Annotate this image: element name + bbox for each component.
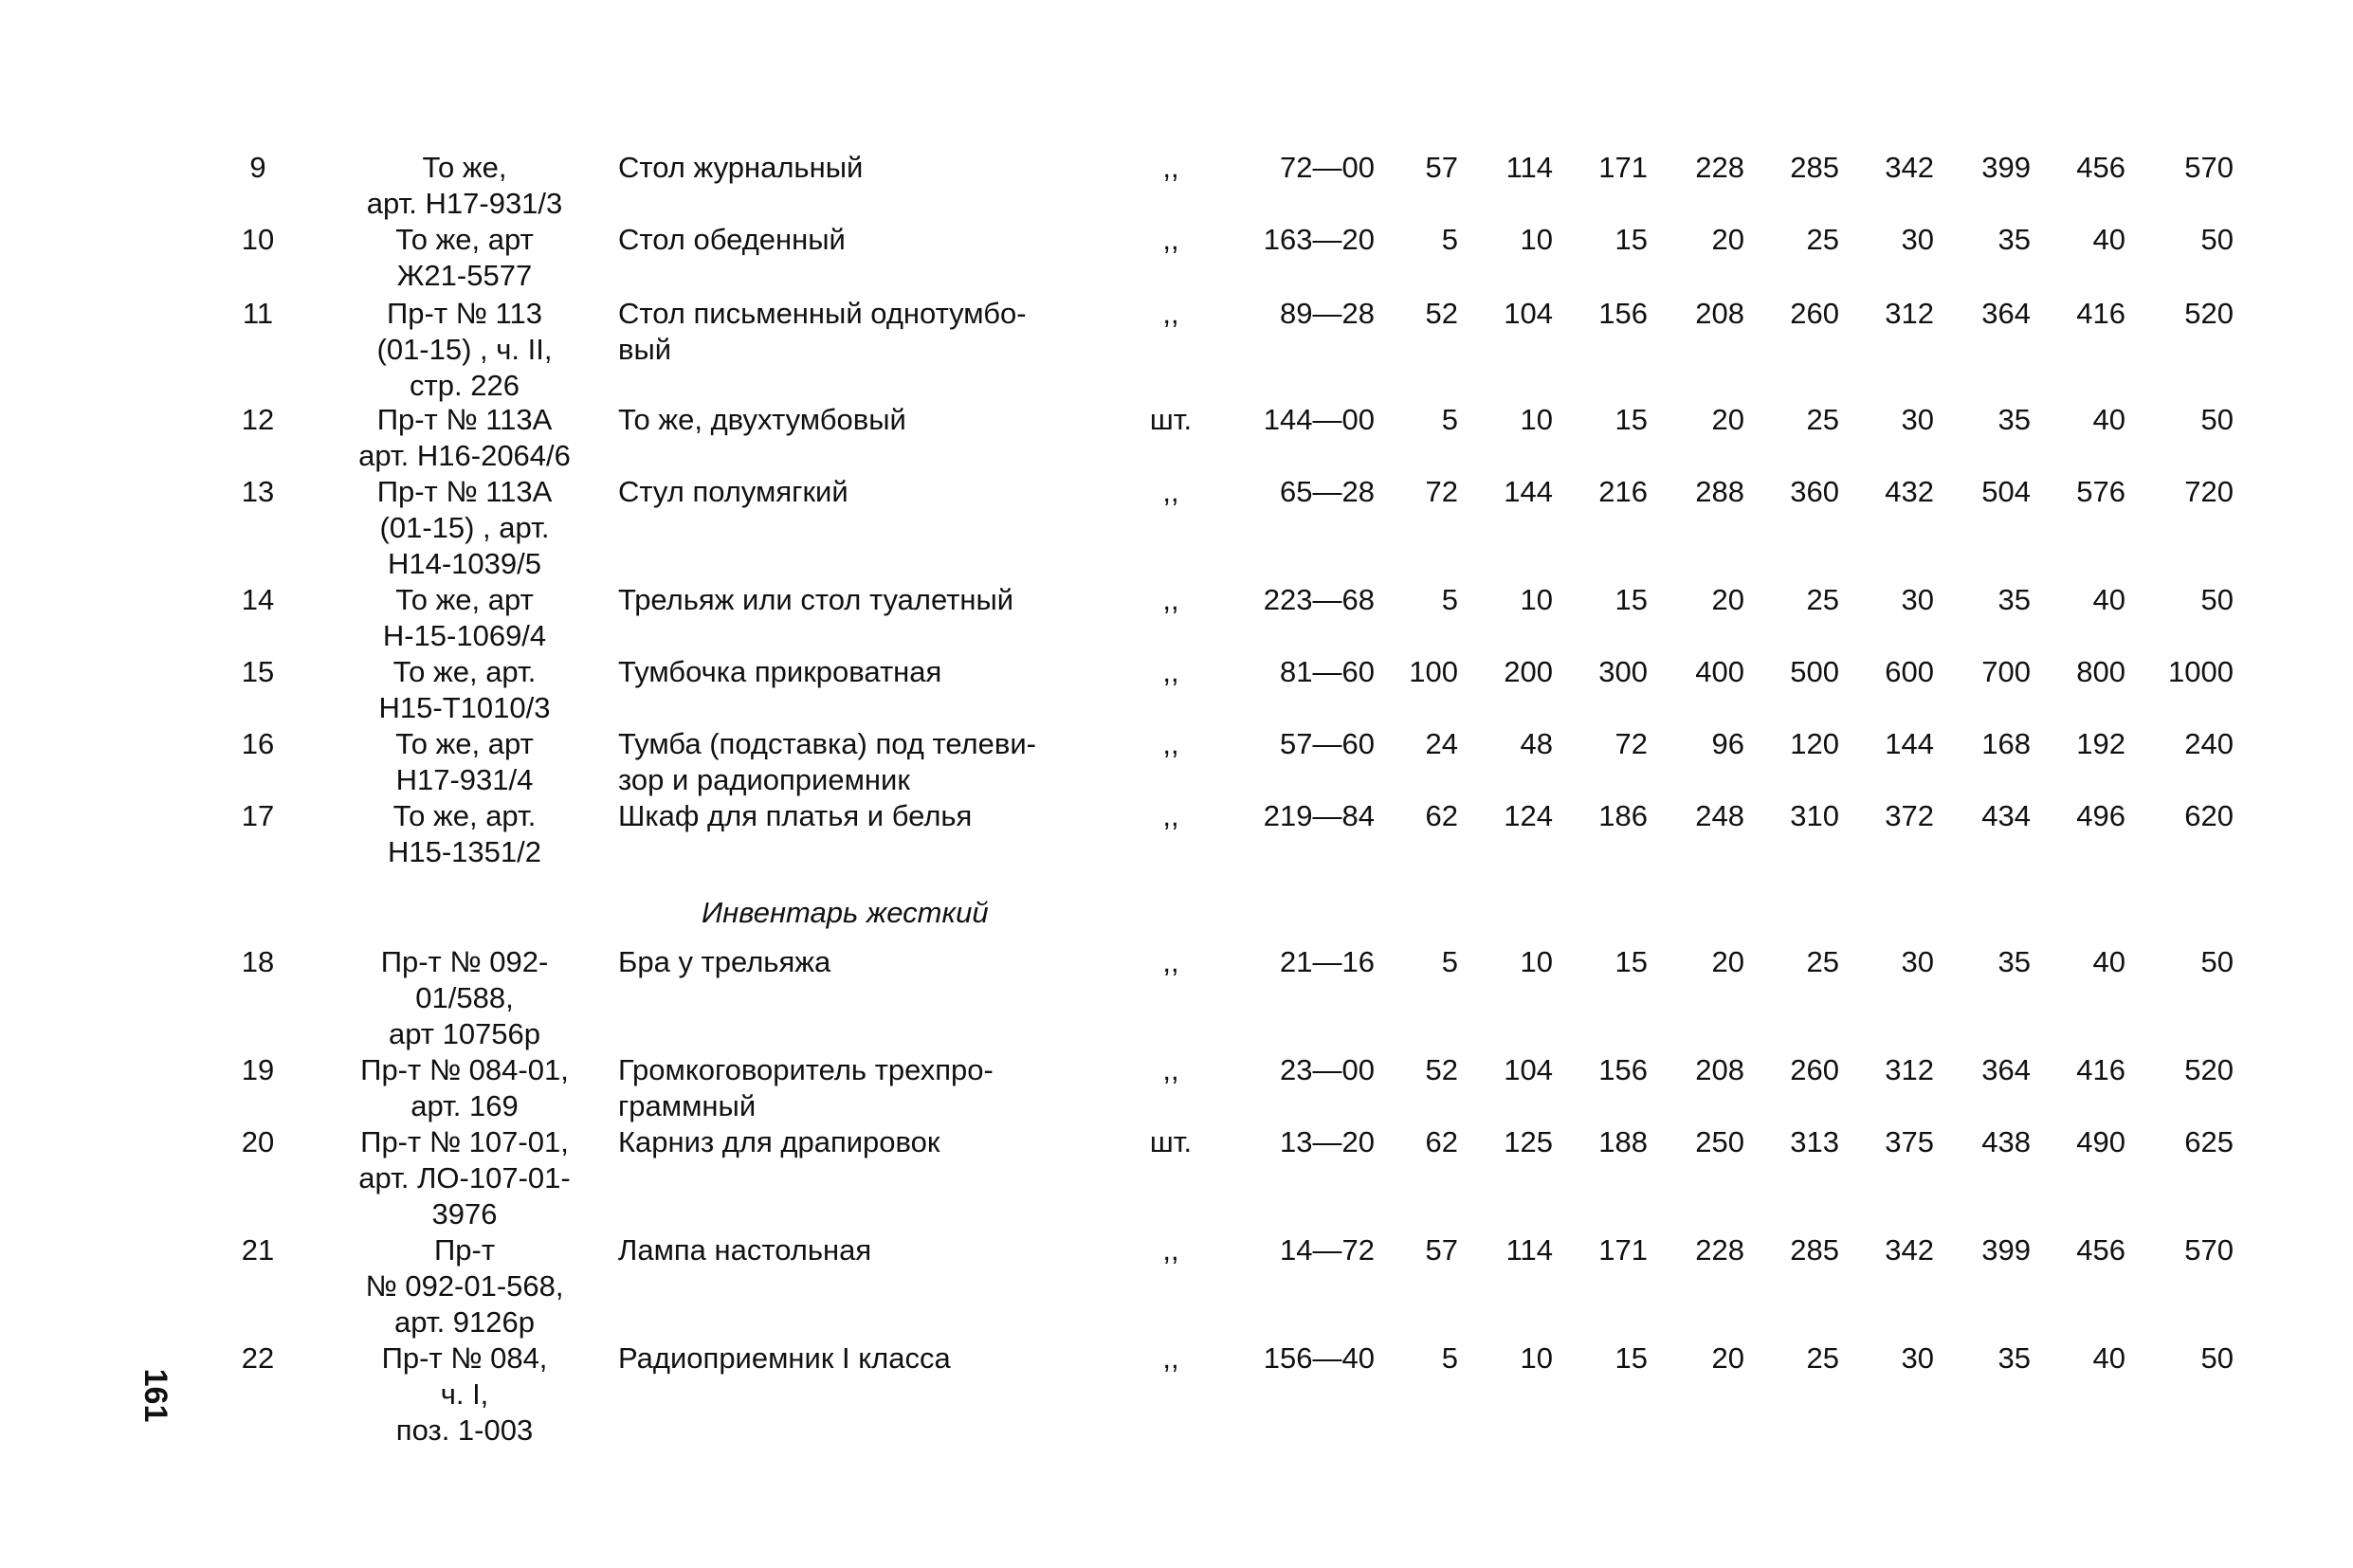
quantity-cell: 156 [1598, 297, 1648, 330]
item-name [618, 474, 1149, 510]
price-cell: 144—00 [1263, 403, 1375, 436]
reference-cell [313, 150, 616, 222]
quantity-cell: 300 [1598, 655, 1648, 688]
reference-cell-line: арт. ЛО-107-01- [358, 1161, 571, 1194]
row-number: 19 [241, 1053, 275, 1086]
quantity-cell: 570 [2184, 1233, 2234, 1267]
item-name [618, 582, 1149, 618]
quantity-cell: 800 [2076, 655, 2125, 688]
reference-cell [313, 1232, 616, 1340]
quantity-cell: 15 [1614, 583, 1648, 616]
item-name-line: Стул полумягкий [618, 475, 848, 508]
quantity-cell: 10 [1520, 945, 1553, 978]
quantity-cell: 35 [1997, 223, 2031, 256]
reference-cell-line: ч. I, [440, 1377, 489, 1411]
quantity-cell: 15 [1614, 223, 1648, 256]
quantity-cell: 192 [2076, 727, 2125, 760]
quantity-cell: 30 [1901, 1341, 1934, 1375]
item-name [618, 1340, 1149, 1377]
quantity-cell: 248 [1695, 799, 1744, 832]
item-name-line: вый [618, 333, 672, 366]
unit-cell: ,, [1162, 1341, 1179, 1375]
quantity-cell: 25 [1806, 403, 1839, 436]
item-name-line: То же, двухтумбовый [618, 403, 906, 436]
quantity-cell: 25 [1806, 945, 1839, 978]
quantity-cell: 240 [2184, 727, 2234, 760]
item-name-line: Тумба (подставка) под телеви- [618, 727, 1036, 760]
price-cell: 81—60 [1280, 655, 1375, 688]
reference-cell-line: Н17-931/4 [395, 763, 534, 796]
item-name [618, 1232, 1149, 1268]
quantity-cell: 50 [2200, 403, 2234, 436]
quantity-cell: 104 [1504, 297, 1553, 330]
reference-cell-line: 01/588, [415, 981, 514, 1014]
quantity-cell: 125 [1504, 1125, 1553, 1158]
reference-cell-line: Пр-т № 113А [376, 475, 553, 508]
quantity-cell: 50 [2200, 583, 2234, 616]
quantity-cell: 520 [2184, 297, 2234, 330]
row-number: 18 [241, 945, 275, 978]
quantity-cell: 72 [1614, 727, 1648, 760]
reference-cell-line: поз. 1-003 [395, 1413, 534, 1447]
quantity-cell: 260 [1790, 1053, 1839, 1086]
quantity-cell: 62 [1425, 799, 1458, 832]
reference-cell [313, 944, 616, 1052]
quantity-cell: 625 [2184, 1125, 2234, 1158]
item-name [618, 402, 1149, 438]
quantity-cell: 124 [1504, 799, 1553, 832]
reference-cell-line: То же, арт [395, 727, 534, 760]
quantity-cell: 48 [1520, 727, 1553, 760]
item-name-line: Трельяж или стол туалетный [618, 583, 1014, 616]
price-cell: 89—28 [1280, 297, 1375, 330]
reference-cell-line: То же, арт. [392, 655, 537, 688]
unit-cell: шт. [1149, 403, 1193, 436]
price-cell: 219—84 [1263, 799, 1375, 832]
quantity-cell: 504 [1981, 475, 2031, 508]
reference-cell-line: Пр-т № 084, [381, 1341, 548, 1375]
row-number: 11 [242, 297, 274, 330]
quantity-cell: 312 [1885, 297, 1934, 330]
quantity-cell: 400 [1695, 655, 1744, 688]
quantity-cell: 168 [1981, 727, 2031, 760]
item-name-line: Громкоговоритель трехпро- [618, 1053, 994, 1086]
price-cell: 65—28 [1280, 475, 1375, 508]
reference-cell [313, 1052, 616, 1124]
quantity-cell: 50 [2200, 945, 2234, 978]
row-number: 13 [241, 475, 275, 508]
reference-cell-line: Пр-т № 084-01, [360, 1053, 569, 1086]
unit-cell: ,, [1162, 655, 1179, 688]
price-cell: 72—00 [1280, 151, 1375, 184]
quantity-cell: 20 [1711, 1341, 1744, 1375]
page-number: 161 [137, 1368, 173, 1423]
item-name-line: Стол письменный однотумбо- [618, 297, 1027, 330]
quantity-cell: 10 [1520, 1341, 1553, 1375]
quantity-cell: 5 [1441, 945, 1458, 978]
quantity-cell: 576 [2076, 475, 2125, 508]
unit-cell: ,, [1162, 297, 1179, 330]
quantity-cell: 228 [1695, 151, 1744, 184]
unit-cell: ,, [1162, 1233, 1179, 1267]
item-name-line: Стол обеденный [618, 223, 846, 256]
reference-cell-line: Н15-1351/2 [387, 835, 541, 868]
quantity-cell: 30 [1901, 945, 1934, 978]
quantity-cell: 20 [1711, 223, 1744, 256]
quantity-cell: 720 [2184, 475, 2234, 508]
price-cell: 57—60 [1280, 727, 1375, 760]
quantity-cell: 416 [2076, 1053, 2125, 1086]
quantity-cell: 5 [1441, 583, 1458, 616]
reference-cell [313, 402, 616, 474]
item-name [618, 654, 1149, 690]
quantity-cell: 62 [1425, 1125, 1458, 1158]
item-name [618, 944, 1149, 980]
quantity-cell: 313 [1790, 1125, 1839, 1158]
reference-cell-line: Пр-т № 107-01, [360, 1125, 569, 1158]
reference-cell-line: Пр-т [433, 1233, 496, 1267]
unit-cell: ,, [1162, 151, 1179, 184]
reference-cell [313, 798, 616, 870]
row-number: 21 [241, 1233, 275, 1267]
reference-cell-line: арт. 9126р [394, 1305, 535, 1339]
price-cell: 21—16 [1280, 945, 1375, 978]
quantity-cell: 620 [2184, 799, 2234, 832]
price-cell: 13—20 [1280, 1125, 1375, 1158]
quantity-cell: 25 [1806, 583, 1839, 616]
row-number: 22 [241, 1341, 275, 1375]
item-name-line: граммный [618, 1089, 757, 1122]
quantity-cell: 156 [1598, 1053, 1648, 1086]
quantity-cell: 35 [1997, 403, 2031, 436]
quantity-cell: 20 [1711, 403, 1744, 436]
quantity-cell: 432 [1885, 475, 1934, 508]
quantity-cell: 520 [2184, 1053, 2234, 1086]
quantity-cell: 15 [1614, 1341, 1648, 1375]
quantity-cell: 500 [1790, 655, 1839, 688]
row-number: 20 [241, 1125, 275, 1158]
reference-cell [313, 1124, 616, 1232]
quantity-cell: 35 [1997, 583, 2031, 616]
quantity-cell: 144 [1885, 727, 1934, 760]
quantity-cell: 30 [1901, 403, 1934, 436]
quantity-cell: 96 [1711, 727, 1744, 760]
item-name-line: Шкаф для платья и белья [618, 799, 973, 832]
quantity-cell: 57 [1425, 151, 1458, 184]
quantity-cell: 114 [1505, 1233, 1553, 1267]
quantity-cell: 50 [2200, 1341, 2234, 1375]
quantity-cell: 310 [1790, 799, 1839, 832]
reference-cell-line: Н-15-1069/4 [382, 619, 547, 652]
quantity-cell: 434 [1981, 799, 2031, 832]
reference-cell-line: стр. 226 [410, 369, 520, 402]
reference-cell-line: Пр-т № 113А [376, 403, 553, 436]
reference-cell [313, 1340, 616, 1449]
quantity-cell: 40 [2092, 1341, 2125, 1375]
quantity-cell: 496 [2076, 799, 2125, 832]
price-cell: 23—00 [1280, 1053, 1375, 1086]
item-name-line: Лампа настольная [618, 1233, 872, 1267]
quantity-cell: 600 [1885, 655, 1934, 688]
unit-cell: ,, [1162, 223, 1179, 256]
reference-cell-line: 3976 [431, 1197, 498, 1231]
quantity-cell: 20 [1711, 945, 1744, 978]
reference-cell-line: Пр-т № 113 [387, 297, 542, 330]
quantity-cell: 228 [1695, 1233, 1744, 1267]
quantity-cell: 30 [1901, 583, 1934, 616]
reference-cell [313, 582, 616, 654]
quantity-cell: 456 [2076, 151, 2125, 184]
row-number: 14 [241, 583, 275, 616]
item-name-line: Бра у трельяжа [618, 945, 831, 978]
unit-cell: ,, [1162, 727, 1179, 760]
reference-cell-line: арт. Н17-931/3 [366, 187, 563, 220]
reference-cell-line: Н14-1039/5 [387, 547, 541, 580]
quantity-cell: 372 [1885, 799, 1934, 832]
quantity-cell: 35 [1997, 1341, 2031, 1375]
item-name [618, 222, 1149, 258]
item-name-line: зор и радиоприемник [618, 763, 910, 796]
reference-cell [313, 222, 616, 294]
reference-cell-line: То же, арт. [392, 799, 537, 832]
price-cell: 14—72 [1280, 1233, 1375, 1267]
price-cell: 163—20 [1263, 223, 1375, 256]
quantity-cell: 25 [1806, 223, 1839, 256]
item-name [618, 726, 1149, 798]
price-cell: 223—68 [1263, 583, 1375, 616]
quantity-cell: 700 [1981, 655, 2031, 688]
unit-cell: ,, [1162, 1053, 1179, 1086]
reference-cell-line: (01-15) , ч. II, [376, 333, 553, 366]
quantity-cell: 30 [1901, 223, 1934, 256]
row-number: 10 [241, 223, 275, 256]
quantity-cell: 10 [1520, 583, 1553, 616]
reference-cell [313, 474, 616, 582]
reference-cell-line: Ж21-5577 [396, 259, 533, 292]
item-name [618, 150, 1149, 186]
item-name-line: Радиоприемник I класса [618, 1341, 951, 1375]
quantity-cell: 5 [1441, 223, 1458, 256]
quantity-cell: 364 [1981, 297, 2031, 330]
quantity-cell: 285 [1790, 151, 1839, 184]
quantity-cell: 288 [1695, 475, 1744, 508]
quantity-cell: 188 [1598, 1125, 1648, 1158]
reference-cell [313, 726, 616, 798]
quantity-cell: 312 [1885, 1053, 1934, 1086]
quantity-cell: 456 [2076, 1233, 2125, 1267]
reference-cell-line: То же, [422, 151, 507, 184]
quantity-cell: 40 [2092, 583, 2125, 616]
reference-cell-line: Пр-т № 092- [380, 945, 549, 978]
quantity-cell: 25 [1806, 1341, 1839, 1375]
quantity-cell: 35 [1997, 945, 2031, 978]
quantity-cell: 104 [1504, 1053, 1553, 1086]
price-cell: 156—40 [1263, 1341, 1375, 1375]
reference-cell [313, 296, 616, 404]
quantity-cell: 399 [1981, 1233, 2031, 1267]
quantity-cell: 375 [1885, 1125, 1934, 1158]
quantity-cell: 416 [2076, 297, 2125, 330]
quantity-cell: 5 [1441, 1341, 1458, 1375]
quantity-cell: 208 [1695, 297, 1744, 330]
item-name [618, 296, 1149, 368]
row-number: 15 [241, 655, 275, 688]
quantity-cell: 24 [1425, 727, 1458, 760]
quantity-cell: 342 [1885, 1233, 1934, 1267]
reference-cell-line: № 092-01-568, [365, 1269, 564, 1303]
quantity-cell: 364 [1981, 1053, 2031, 1086]
quantity-cell: 52 [1425, 1053, 1458, 1086]
quantity-cell: 40 [2092, 223, 2125, 256]
quantity-cell: 57 [1425, 1233, 1458, 1267]
quantity-cell: 50 [2200, 223, 2234, 256]
quantity-cell: 171 [1598, 1233, 1648, 1267]
quantity-cell: 114 [1505, 151, 1553, 184]
row-number: 9 [249, 151, 266, 184]
unit-cell: ,, [1162, 799, 1179, 832]
row-number: 16 [241, 727, 275, 760]
quantity-cell: 40 [2092, 945, 2125, 978]
item-name [618, 1124, 1149, 1160]
quantity-cell: 52 [1425, 297, 1458, 330]
unit-cell: шт. [1149, 1125, 1193, 1158]
row-number: 12 [241, 403, 275, 436]
quantity-cell: 285 [1790, 1233, 1839, 1267]
item-name [618, 1052, 1149, 1124]
quantity-cell: 100 [1409, 655, 1458, 688]
quantity-cell: 260 [1790, 297, 1839, 330]
quantity-cell: 399 [1981, 151, 2031, 184]
reference-cell-line: То же, арт [395, 583, 534, 616]
quantity-cell: 40 [2092, 403, 2125, 436]
quantity-cell: 20 [1711, 583, 1744, 616]
quantity-cell: 570 [2184, 151, 2234, 184]
quantity-cell: 360 [1790, 475, 1839, 508]
item-name [618, 798, 1149, 834]
row-number: 17 [241, 799, 275, 832]
reference-cell-line: арт. Н16-2064/6 [358, 439, 571, 472]
quantity-cell: 216 [1598, 475, 1648, 508]
item-name-line: Карниз для драпировок [618, 1125, 940, 1158]
reference-cell [313, 654, 616, 726]
quantity-cell: 10 [1520, 403, 1553, 436]
quantity-cell: 72 [1425, 475, 1458, 508]
reference-cell-line: арт. 169 [410, 1089, 519, 1122]
quantity-cell: 10 [1520, 223, 1553, 256]
quantity-cell: 342 [1885, 151, 1934, 184]
reference-cell-line: То же, арт [395, 223, 534, 256]
quantity-cell: 208 [1695, 1053, 1744, 1086]
quantity-cell: 200 [1504, 655, 1553, 688]
unit-cell: ,, [1162, 945, 1179, 978]
reference-cell-line: (01-15) , арт. [379, 511, 550, 544]
unit-cell: ,, [1162, 475, 1179, 508]
quantity-cell: 15 [1614, 403, 1648, 436]
item-name-line: Стол журнальный [618, 151, 864, 184]
quantity-cell: 144 [1504, 475, 1553, 508]
quantity-cell: 120 [1790, 727, 1839, 760]
quantity-cell: 1000 [2168, 655, 2234, 688]
quantity-cell: 186 [1598, 799, 1648, 832]
quantity-cell: 438 [1981, 1125, 2031, 1158]
unit-cell: ,, [1162, 583, 1179, 616]
quantity-cell: 490 [2076, 1125, 2125, 1158]
quantity-cell: 15 [1614, 945, 1648, 978]
section-title-text: Инвентарь жесткий [702, 896, 989, 929]
reference-cell-line: арт 10756р [388, 1017, 541, 1050]
item-name-line: Тумбочка прикроватная [618, 655, 942, 688]
reference-cell-line: Н15-Т1010/3 [378, 691, 551, 724]
quantity-cell: 171 [1598, 151, 1648, 184]
quantity-cell: 5 [1441, 403, 1458, 436]
quantity-cell: 250 [1695, 1125, 1744, 1158]
